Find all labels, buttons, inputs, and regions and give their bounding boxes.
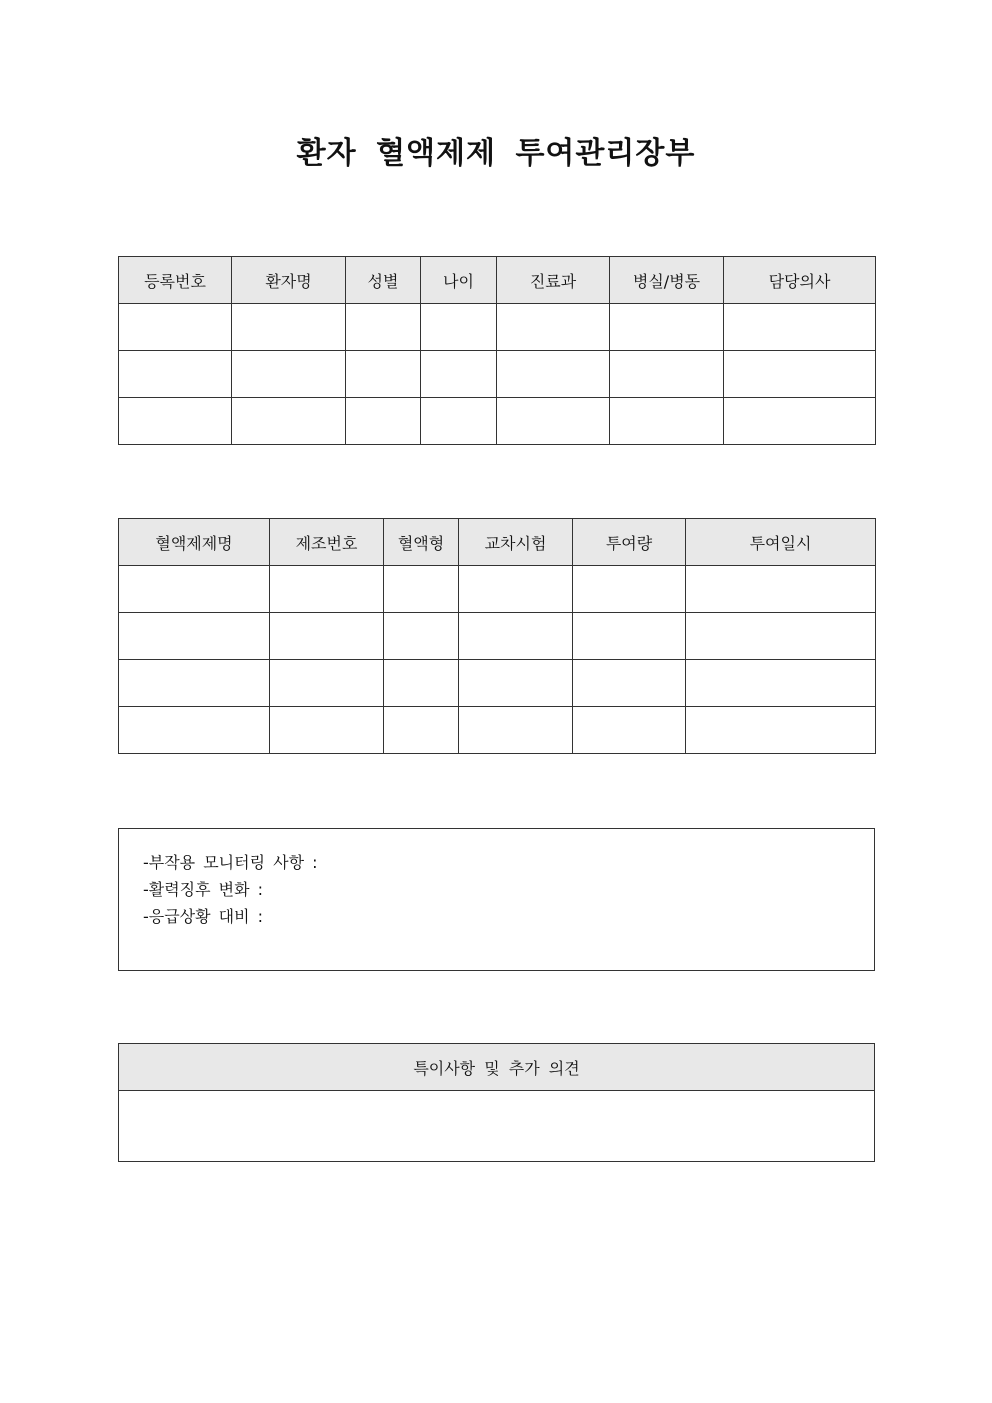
table-cell[interactable] [384, 613, 459, 660]
table-cell[interactable] [724, 304, 876, 351]
note-vital-signs-change: -활력징후 변화 : [143, 880, 264, 899]
remarks-content-cell[interactable] [119, 1091, 875, 1162]
table-cell[interactable] [686, 566, 876, 613]
table-row [119, 351, 876, 398]
table-cell[interactable] [119, 351, 232, 398]
table-row [119, 304, 876, 351]
table-cell[interactable] [119, 304, 232, 351]
table-cell[interactable] [573, 566, 686, 613]
monitoring-notes-box[interactable] [118, 828, 875, 971]
header-dose: 투여량 [573, 519, 686, 566]
table-cell[interactable] [686, 613, 876, 660]
header-attending-doctor: 담당의사 [724, 257, 876, 304]
table-row [119, 398, 876, 445]
table-row [119, 660, 876, 707]
header-patient-name: 환자명 [232, 257, 346, 304]
table-cell[interactable] [724, 351, 876, 398]
table-cell[interactable] [119, 566, 270, 613]
table-cell[interactable] [459, 613, 573, 660]
header-department: 진료과 [497, 257, 610, 304]
table-cell[interactable] [497, 304, 610, 351]
header-blood-type: 혈액형 [384, 519, 459, 566]
table-cell[interactable] [232, 351, 346, 398]
table-cell[interactable] [573, 707, 686, 754]
table-cell[interactable] [686, 660, 876, 707]
table-cell[interactable] [573, 613, 686, 660]
table-header-row [119, 1044, 875, 1091]
table-cell[interactable] [270, 613, 384, 660]
table-cell[interactable] [459, 566, 573, 613]
table-cell[interactable] [573, 660, 686, 707]
table-cell[interactable] [232, 304, 346, 351]
table-header-row [119, 519, 876, 566]
table-cell[interactable] [346, 398, 421, 445]
table-cell[interactable] [421, 351, 497, 398]
table-cell[interactable] [384, 707, 459, 754]
table-cell[interactable] [270, 660, 384, 707]
table-cell[interactable] [119, 660, 270, 707]
table-cell[interactable] [497, 351, 610, 398]
header-room-ward: 병실/병동 [610, 257, 724, 304]
table-cell[interactable] [346, 351, 421, 398]
table-cell[interactable] [724, 398, 876, 445]
note-adverse-reaction-monitoring: -부작용 모니터링 사항 : [143, 853, 318, 872]
table-cell[interactable] [610, 304, 724, 351]
table-cell[interactable] [421, 398, 497, 445]
document-title: 환자 혈액제제 투여관리장부 [296, 136, 696, 171]
table-cell[interactable] [119, 398, 232, 445]
patient-info-table [118, 256, 876, 445]
table-cell[interactable] [270, 566, 384, 613]
table-row [119, 613, 876, 660]
table-header-row [119, 257, 876, 304]
header-age: 나이 [421, 257, 497, 304]
header-sex: 성별 [346, 257, 421, 304]
table-cell[interactable] [686, 707, 876, 754]
table-cell[interactable] [119, 613, 270, 660]
header-lot-number: 제조번호 [270, 519, 384, 566]
header-administration-datetime: 투여일시 [686, 519, 876, 566]
table-cell[interactable] [384, 566, 459, 613]
table-cell[interactable] [459, 707, 573, 754]
table-cell[interactable] [232, 398, 346, 445]
table-cell[interactable] [421, 304, 497, 351]
table-row [119, 1091, 875, 1162]
table-cell[interactable] [346, 304, 421, 351]
monitoring-notes-list [119, 829, 874, 930]
header-blood-product-name: 혈액제제명 [119, 519, 270, 566]
table-cell[interactable] [270, 707, 384, 754]
header-crossmatch: 교차시험 [459, 519, 573, 566]
table-cell[interactable] [459, 660, 573, 707]
table-cell[interactable] [610, 398, 724, 445]
table-cell[interactable] [119, 707, 270, 754]
table-cell[interactable] [384, 660, 459, 707]
note-emergency-preparedness: -응급상황 대비 : [143, 907, 264, 926]
table-row [119, 707, 876, 754]
table-cell[interactable] [610, 351, 724, 398]
blood-product-table [118, 518, 876, 754]
table-row [119, 566, 876, 613]
header-registration-number: 등록번호 [119, 257, 232, 304]
remarks-header: 특이사항 및 추가 의견 [119, 1044, 875, 1091]
remarks-table [118, 1043, 875, 1162]
table-cell[interactable] [497, 398, 610, 445]
